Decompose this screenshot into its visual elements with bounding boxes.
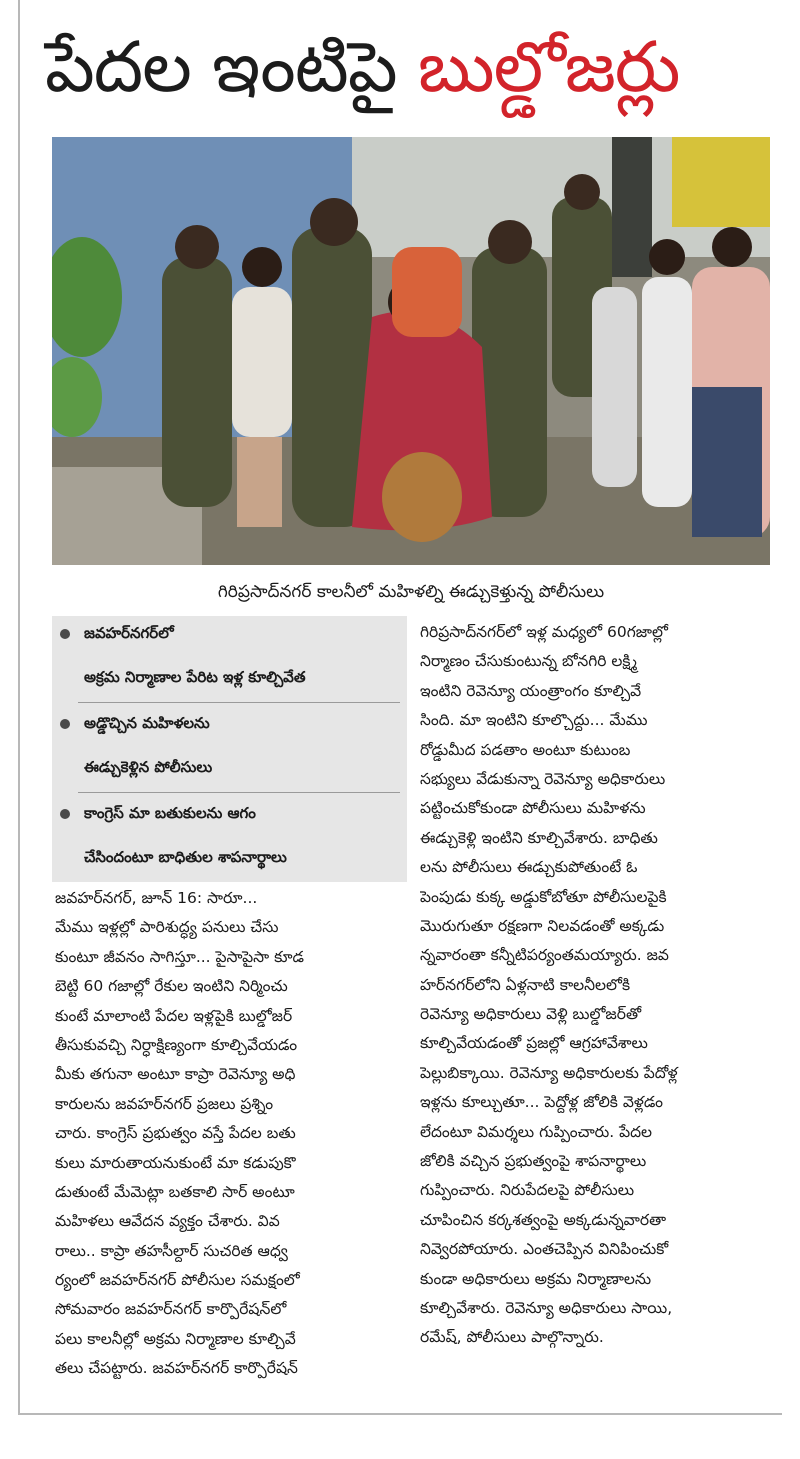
highlight-divider (78, 702, 400, 703)
article-text-line: మహిళలు ఆవేదన వ్యక్తం చేశారు. వివ (55, 1212, 280, 1231)
highlight-line: జవహర్‌నగర్‌లో (84, 624, 174, 642)
article-text-line: గుప్పించారు. నిరుపేదలపై పోలీసులు (420, 1181, 635, 1200)
article-text-line: కుంటే మాలాంటి పేదల ఇళ్లపైకి బుల్డోజర్ (55, 1006, 293, 1025)
highlight-divider (78, 792, 400, 793)
article-column-2 (420, 618, 772, 1353)
article-text-line: హర్‌నగర్‌లోని ఏళ్లనాటి కాలనీలలోకి (420, 975, 631, 994)
article-text-line: బెట్టి 60 గజాల్లో రేకుల ఇంటిని నిర్మించు (55, 977, 288, 996)
bottom-rule (18, 1413, 782, 1415)
bullet-icon (60, 629, 70, 639)
article-text-line: కులు మారుతాయనుకుంటే మా కడుపుకొ (55, 1153, 296, 1172)
article-text-line: లను పోలీసులు ఈడ్చుకుపోతుంటే ఓ (420, 858, 638, 877)
article-text-line: జోలికి వచ్చిన ప్రభుత్వంపై శాపనార్థాలు (420, 1152, 647, 1171)
article-text-line: కుంటూ జీవనం సాగిస్తూ... పైసాపైసా కూడ (55, 947, 305, 966)
article-text-line: ఇళ్లను కూల్చుతూ... పెద్దోళ్ల జోలికి వెళ్లడం (420, 1093, 663, 1112)
article-text-line: ర్యంలో జవహర్‌నగర్ పోలీసుల సమక్షంలో (55, 1271, 300, 1290)
article-text-line: ఇంటిని రెవెన్యూ యంత్రాంగం కూల్చివే (420, 681, 642, 700)
article-text-line: చూపించిన కర్కశత్వంపై అక్కడున్నవారతా (420, 1210, 667, 1229)
article-text-line: రెవెన్యూ అధికారులు వెళ్లి బుల్డోజర్‌తో (420, 1005, 642, 1024)
article-text-line: మీకు తగునా అంటూ కాప్రా రెవెన్యూ అధి (55, 1065, 296, 1084)
headline-red-part: బుల్డోజర్లు (417, 26, 680, 108)
article-text-line: పెంపుడు కుక్క అడ్డుకోబోతూ పోలీసులపైకి (420, 887, 667, 906)
headline-dark-part: పేదల ఇంటిపై (45, 26, 418, 108)
article-column-1 (55, 884, 405, 1384)
headline (45, 12, 785, 122)
article-text-line: మొరుగుతూ రక్షణగా నిలవడంతో అక్కడు (420, 916, 665, 935)
article-text-line: సభ్యులు వేడుకున్నా రెవెన్యూ అధికారులు (420, 769, 666, 788)
article-text-line: తీసుకువచ్చి నిర్ధాక్షిణ్యంగా కూల్చివేయడం (55, 1035, 298, 1054)
article-text-line: సింది. మా ఇంటిని కూల్చొద్దు... మేము (420, 711, 648, 730)
bullet-icon (60, 719, 70, 729)
highlight-line: కాంగ్రెస్ మా బతుకులను ఆగం (84, 804, 256, 822)
article-text-line: కారులను జవహర్‌నగర్ ప్రజలు ప్రశ్నిం (55, 1094, 274, 1113)
article-text-line: నిర్మాణం చేసుకుంటున్న బోనగిరి లక్ష్మి (420, 652, 637, 671)
highlight-line: అక్రమ నిర్మాణాల పేరిట ఇళ్ల కూల్చివేత (84, 668, 306, 686)
bullet-icon (60, 809, 70, 819)
left-column-rule (18, 0, 20, 1415)
article-text-line: పలు కాలనీల్లో అక్రమ నిర్మాణాల కూల్చివే (55, 1329, 296, 1348)
article-text-line: డుతుంటే మేమెట్లా బతకాలి సార్ అంటూ (55, 1182, 295, 1201)
article-text-line: రమేష్, పోలీసులు పాల్గొన్నారు. (420, 1328, 604, 1347)
article-text-line: మేము ఇళ్లల్లో పారిశుద్ధ్య పనులు చేసు (55, 918, 279, 937)
news-photo (52, 137, 770, 565)
article-text-line: తలు చేపట్టారు. జవహర్‌నగర్ కార్పొరేషన్ (55, 1359, 298, 1378)
article-text-line: పట్టించుకోకుండా పోలీసులు మహిళను (420, 799, 646, 818)
article-text-line: కుండా అధికారులు అక్రమ నిర్మాణాలను (420, 1269, 652, 1288)
article-text-line: ఈడ్చుకెళ్లి ఇంటిని కూల్చివేశారు. బాధితు (420, 828, 658, 847)
article-text-line: లేదంటూ విమర్శలు గుప్పించారు. పేదల (420, 1122, 653, 1141)
article-text-line: చారు. కాంగ్రెస్ ప్రభుత్వం వస్తే పేదల బతు (55, 1124, 296, 1143)
photo-caption: గిరిప్రసాద్‌నగర్ కాలనీలో మహిళల్ని ఈడ్చుకెళ్తున్న పోలీసులు (217, 582, 605, 602)
article-text-line: గిరిప్రసాద్‌నగర్‌లో ఇళ్ల మధ్యలో 60గజాల్లో (420, 623, 668, 641)
article-text-line: నివ్వెరపోయారు. ఎంతచెప్పిన వినిపించుకో (420, 1240, 669, 1259)
highlight-line: ఈడ్చుకెళ్లిన పోలీసులు (84, 758, 213, 776)
article-text-line: రోడ్డుమీద పడతాం అంటూ కుటుంబ (420, 740, 631, 759)
highlight-line: అడ్డొచ్చిన మహిళలను (84, 714, 210, 732)
article-text-line: పెల్లుబిక్కాయి. రెవెన్యూ అధికారులకు పేదోళ్ల (420, 1063, 678, 1082)
article-text-line: కూల్చివేశారు. రెవెన్యూ అధికారులు సాయి, (420, 1298, 673, 1317)
photo-illustration (52, 137, 770, 565)
article-text-line: న్నవారంతా కన్నీటిపర్యంతమయ్యారు. జవ (420, 946, 669, 965)
article-text-line: రాలు.. కాప్రా తహసీల్దార్ సుచరిత ఆధ్వ (55, 1241, 288, 1260)
article-text-line: సోమవారం జవహర్‌నగర్ కార్పొరేషన్‌లో (55, 1300, 287, 1319)
article-text-line: కూల్చివేయడంతో ప్రజల్లో ఆగ్రహావేశాలు (420, 1034, 648, 1053)
article-text-line: జవహర్‌నగర్, జూన్ 16: సారూ... (55, 889, 258, 907)
highlight-line: చేసిందంటూ బాధితుల శాపనార్థాలు (84, 848, 287, 866)
highlights-box (52, 616, 407, 882)
